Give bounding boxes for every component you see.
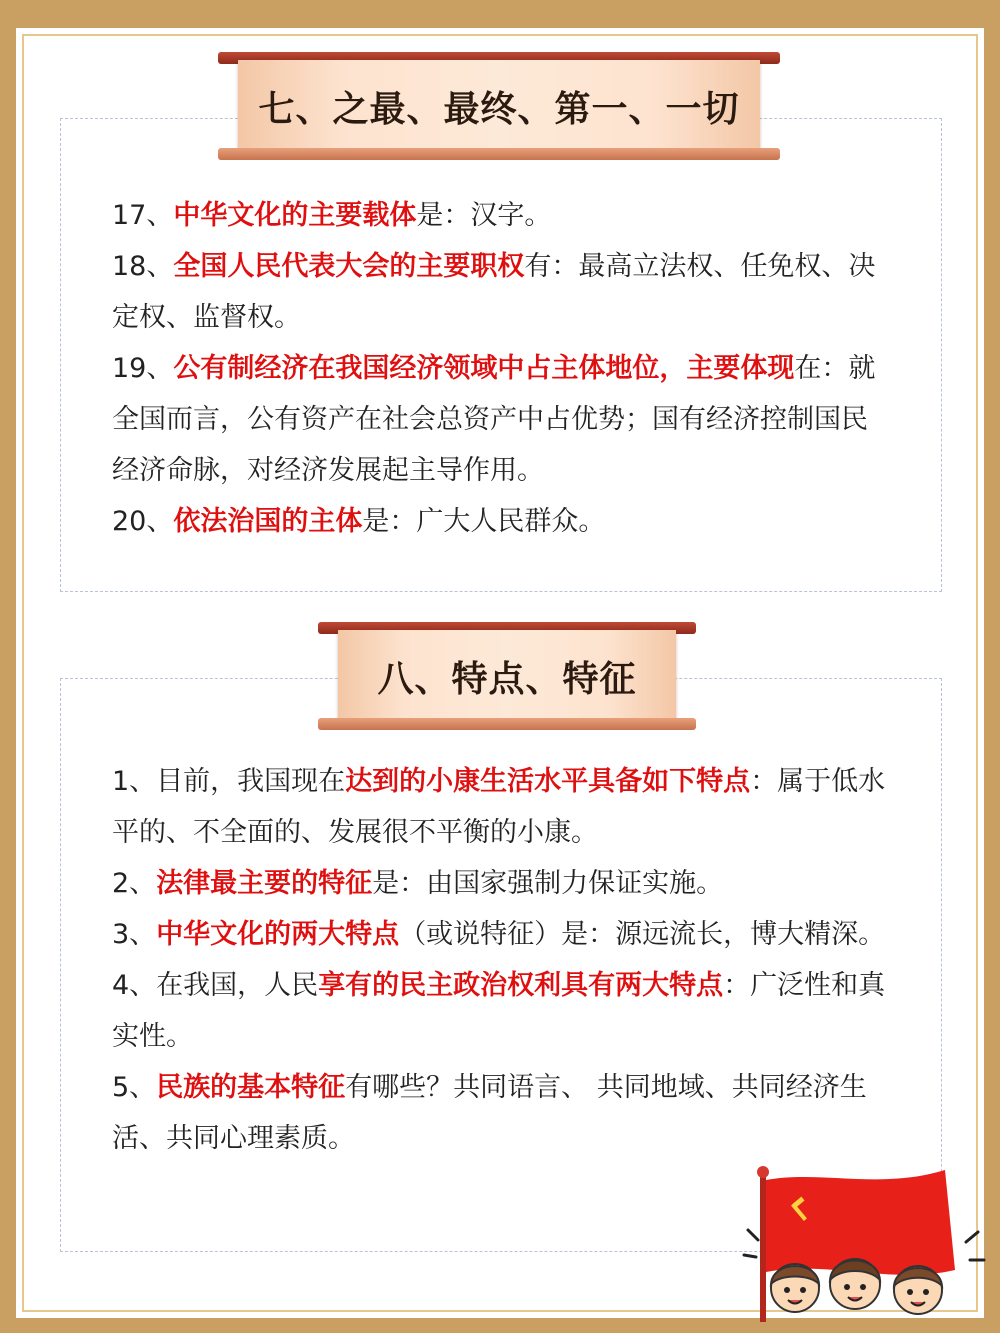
list-item — [112, 1062, 892, 1164]
banner-paper — [238, 60, 760, 152]
item-text: 在：就全国而言，公有资产在社会总资产中占优势；国有经济控制国民经济命脉，对经济发展起主导作用。 — [112, 353, 876, 486]
list-item — [112, 909, 892, 960]
item-text: ：属于低水平的、不全面的、发展很不平衡的小康。 — [112, 766, 886, 848]
section-7-title: 七、之最、最终、第一、一切 — [258, 88, 740, 130]
banner-bottom-rod — [218, 148, 780, 160]
item-highlight: 中华文化的两大特点 — [156, 919, 400, 950]
item-number: 17、 — [112, 200, 174, 231]
item-highlight: 公有制经济在我国经济领域中占主体地位，主要体现 — [173, 353, 795, 384]
banner-bottom-rod — [318, 718, 696, 730]
list-item — [112, 496, 892, 547]
list-item — [112, 960, 892, 1062]
item-text: 有：最高立法权、任免权、决定权、监督权。 — [112, 251, 876, 333]
list-item — [112, 343, 892, 496]
item-number: 3、 — [112, 919, 157, 950]
section-8-banner — [318, 622, 696, 730]
section-8-title: 八、特点、特征 — [377, 658, 637, 700]
item-text: （或说特征）是：源远流长，博大精深。 — [399, 919, 886, 950]
item-text: 是：由国家强制力保证实施。 — [372, 868, 724, 899]
list-item — [112, 756, 892, 858]
item-text: 是：广大人民群众。 — [362, 506, 606, 537]
section-8-list — [112, 756, 892, 1164]
item-highlight: 达到的小康生活水平具备如下特点 — [345, 766, 751, 797]
item-text: ：广泛性和真实性。 — [112, 970, 886, 1052]
item-number: 20、 — [112, 506, 174, 537]
item-number: 4、在我国，人民 — [112, 970, 319, 1001]
item-highlight: 全国人民代表大会的主要职权 — [173, 251, 525, 282]
item-highlight: 享有的民主政治权利具有两大特点 — [318, 970, 724, 1001]
item-highlight: 民族的基本特征 — [156, 1072, 346, 1103]
item-highlight: 中华文化的主要载体 — [173, 200, 417, 231]
section-7-banner — [218, 52, 780, 160]
section-7-list — [112, 190, 892, 547]
item-number: 5、 — [112, 1072, 157, 1103]
item-number: 2、 — [112, 868, 157, 899]
list-item — [112, 858, 892, 909]
banner-paper — [338, 630, 676, 722]
red-flag-with-kids-icon — [740, 1160, 990, 1330]
list-item — [112, 190, 892, 241]
item-number: 18、 — [112, 251, 174, 282]
list-item — [112, 241, 892, 343]
item-text: 有哪些？共同语言、 共同地域、共同经济生活、共同心理素质。 — [112, 1072, 867, 1154]
item-highlight: 依法治国的主体 — [173, 506, 363, 537]
item-number: 19、 — [112, 353, 174, 384]
item-number: 1、目前，我国现在 — [112, 766, 346, 797]
item-text: 是：汉字。 — [416, 200, 552, 231]
item-highlight: 法律最主要的特征 — [156, 868, 373, 899]
